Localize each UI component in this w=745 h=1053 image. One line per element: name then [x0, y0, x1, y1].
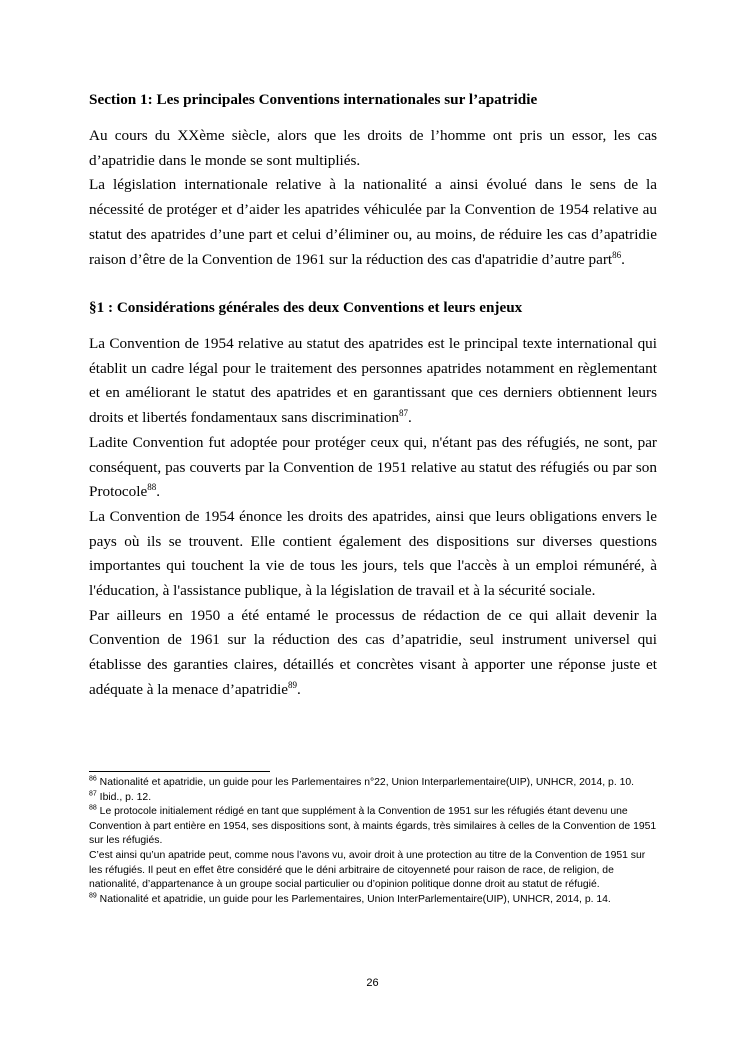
sub-paragraph-1: [89, 332, 657, 431]
footnote-number: 89: [89, 892, 97, 900]
footnote-88-continued: [89, 849, 657, 893]
footnote-ref-87: 87: [399, 408, 409, 419]
intro-block: [89, 124, 657, 272]
page-number: 26: [366, 977, 379, 989]
intro-p2-end: .: [621, 250, 625, 268]
sub-paragraph-3: [89, 505, 657, 604]
sub-p1-text: La Convention de 1954 relative au statut des apatrides est le principal texte international qui établit un cadre légal pour le traitement des personnes apatrides notamment en règlementant et en améliorant le statut des apatrides et en garantissant que ces derniers obtiennent leurs droits et libertés fondamentaux sans discrimination: [89, 335, 657, 427]
intro-paragraph-1: [89, 124, 657, 173]
footnote-text: Nationalité et apatridie, un guide pour les Parlementaires n°22, Union Interparlementaire(UIP), UNHCR, 2014, p. 10.: [96, 777, 635, 788]
sub-p2-end: .: [156, 483, 161, 501]
subsection-block: [89, 332, 657, 703]
subsection-title: §1 : Considérations générales des deux Conventions et leurs enjeux: [89, 299, 523, 316]
intro-paragraph-2: [89, 173, 657, 272]
footnote-text: Ibid., p. 12.: [96, 791, 152, 803]
sub-p2-text: Ladite Convention fut adoptée pour protéger ceux qui, n'étant pas des réfugiés, ne sont, par conséquent, pas couverts par la Convention de 1951 relative au statut des réfugiés ou par son Protocole: [89, 433, 657, 501]
footnote-text: Nationalité et apatridie, un guide pour les Parlementaires, Union InterParlementaire(UIP), UNHCR, 2014, p. 14.: [96, 893, 611, 905]
footnote-88: [89, 805, 657, 849]
footnote-87: [89, 791, 657, 806]
sub-paragraph-4: [89, 604, 657, 703]
sub-p3-text: La Convention de 1954 énonce les droits des apatrides, ainsi que leurs obligations envers le pays où ils se trouvent. Elle contient également des dispositions sur diverses questions importantes qui touchent la vie de tous les jours, tels que l'accès à un emploi rémunéré, à l'éducation, à l'assistance publique, à la législation de travail et à la sécurité sociale.: [89, 507, 657, 600]
intro-p2-text: La législation internationale relative à la nationalité a ainsi évolué dans le sens de la nécessité de protéger et d’aider les apatrides véhiculée par la Convention de 1954 relative au statut des apatrides d’une part et celui d’éliminer ou, au moins, de réduire les cas d’apatridie raison d’être de la Convention de 1961 sur la réduction des cas d'apatridie d’autre part: [89, 176, 657, 268]
section-title: Section 1: Les principales Conventions internationales sur l’apatridie: [89, 91, 538, 108]
footnote-ref-86: 86: [612, 249, 622, 260]
footnote-number: 87: [89, 790, 97, 798]
sub-paragraph-2: [89, 431, 657, 505]
footnote-89: [89, 893, 657, 908]
footnote-86: [89, 776, 657, 791]
sub-p1-end: .: [408, 409, 412, 427]
footnote-text: C’est ainsi qu’un apatride peut, comme nous l’avons vu, avoir droit à une protection au titre de la Convention de 1951 sur les réfugiés. Il peut en effet être considéré que le déni arbitraire de citoyenneté pour raison de race, de religion, de nationalité, d’appartenance à un groupe social particulier ou d’opinion politique donne droit au statut de réfugié.: [89, 849, 646, 891]
footnote-number: 86: [89, 775, 97, 783]
footnotes: [89, 776, 657, 907]
sub-p4-end: .: [297, 680, 301, 698]
footnote-number: 88: [89, 804, 97, 812]
footnote-ref-88: 88: [147, 482, 157, 493]
footnote-separator: [89, 771, 270, 772]
footnote-text: Le protocole initialement rédigé en tant que supplément à la Convention de 1951 sur les réfugiés étant devenu une Convention à part entière en 1954, ses dispositions sont, à maints égards, très similaires à celles de la Convention de 1951 sur les réfugiés.: [89, 806, 657, 847]
intro-p1-text: Au cours du XXème siècle, alors que les droits de l’homme ont pris un essor, les cas d’apatridie dans le monde se sont multipliés.: [89, 127, 657, 169]
footnote-ref-89: 89: [288, 679, 298, 690]
sub-p4-text: Par ailleurs en 1950 a été entamé le processus de rédaction de ce qui allait devenir la Convention de 1961 sur la réduction des cas d’apatridie, seul instrument universel qui établisse des garanties claires, détaillés et concrètes visant à apporter une réponse juste et adéquate à la menace d’apatridie: [89, 606, 657, 698]
